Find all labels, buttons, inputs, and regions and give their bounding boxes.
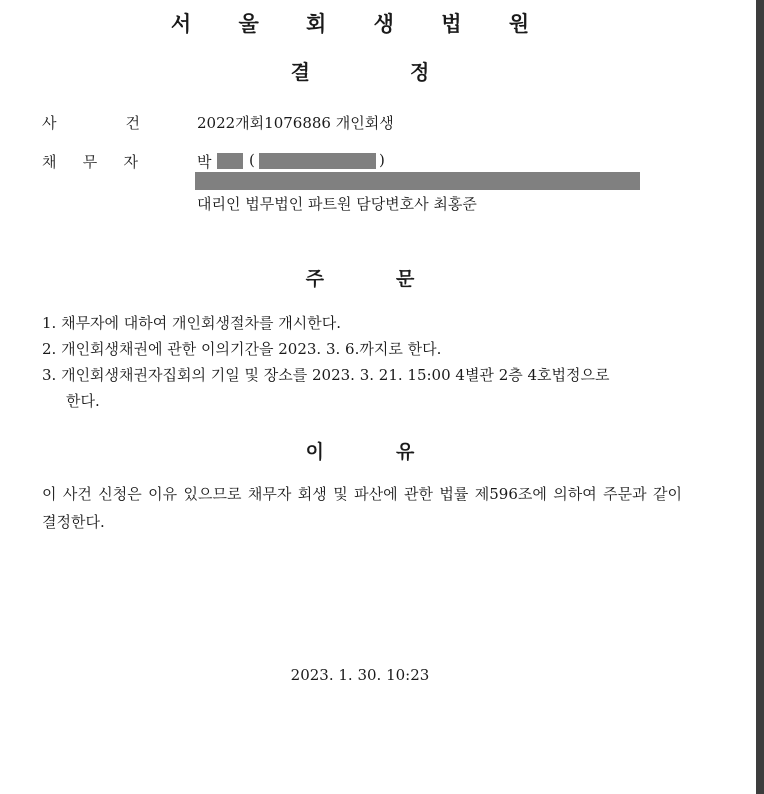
debtor-name-prefix: 박 [197,153,212,171]
redacted-name [217,153,243,169]
order-title-right: 문 [396,268,415,290]
redacted-id [259,153,376,169]
redacted-address [195,172,640,190]
order-section-title [0,264,720,291]
court-name: 서 울 회 생 법 원 [170,12,550,36]
debtor-label [42,151,138,172]
reason-title-right: 유 [396,441,415,463]
case-label-char: 건 [125,114,140,132]
debtor-label-char: 자 [123,153,138,171]
reason-text: 이 사건 신청은 이유 있으므로 채무자 회생 및 파산에 관한 법률 제596조에 의하여 주문과 같이 결정한다. [42,485,682,531]
order-item-3: 3. 개인회생채권자집회의 기일 및 장소를 2023. 3. 21. 15:00 4별관 2층 4호법정으로 [42,366,610,384]
order-title-left: 주 [305,268,324,290]
case-label [42,112,140,133]
case-label-char: 사 [42,114,57,132]
debtor-paren-close: ) [379,151,385,169]
document-title [0,56,720,85]
document-title-right: 정 [410,60,430,84]
order-item-2: 2. 개인회생채권에 관한 이의기간을 2023. 3. 6.까지로 한다. [42,340,442,358]
window-edge-bar [756,0,764,794]
debtor-paren-open: ( [249,151,255,169]
case-number: 2022개회1076886 개인회생 [197,114,394,132]
debtor-label-char: 채 [42,153,57,171]
debtor-label-char: 무 [82,153,98,171]
decision-date: 2023. 1. 30. 10:23 [290,666,430,684]
reason-title-left: 이 [305,441,324,463]
debtor-representative: 대리인 법무법인 파트원 담당변호사 최홍준 [197,195,477,213]
order-item-1: 1. 채무자에 대하여 개인회생절차를 개시한다. [42,314,341,332]
order-item-3-continuation: 한다. [66,392,100,410]
document-title-left: 결 [290,60,310,84]
reason-section-title [0,437,720,464]
